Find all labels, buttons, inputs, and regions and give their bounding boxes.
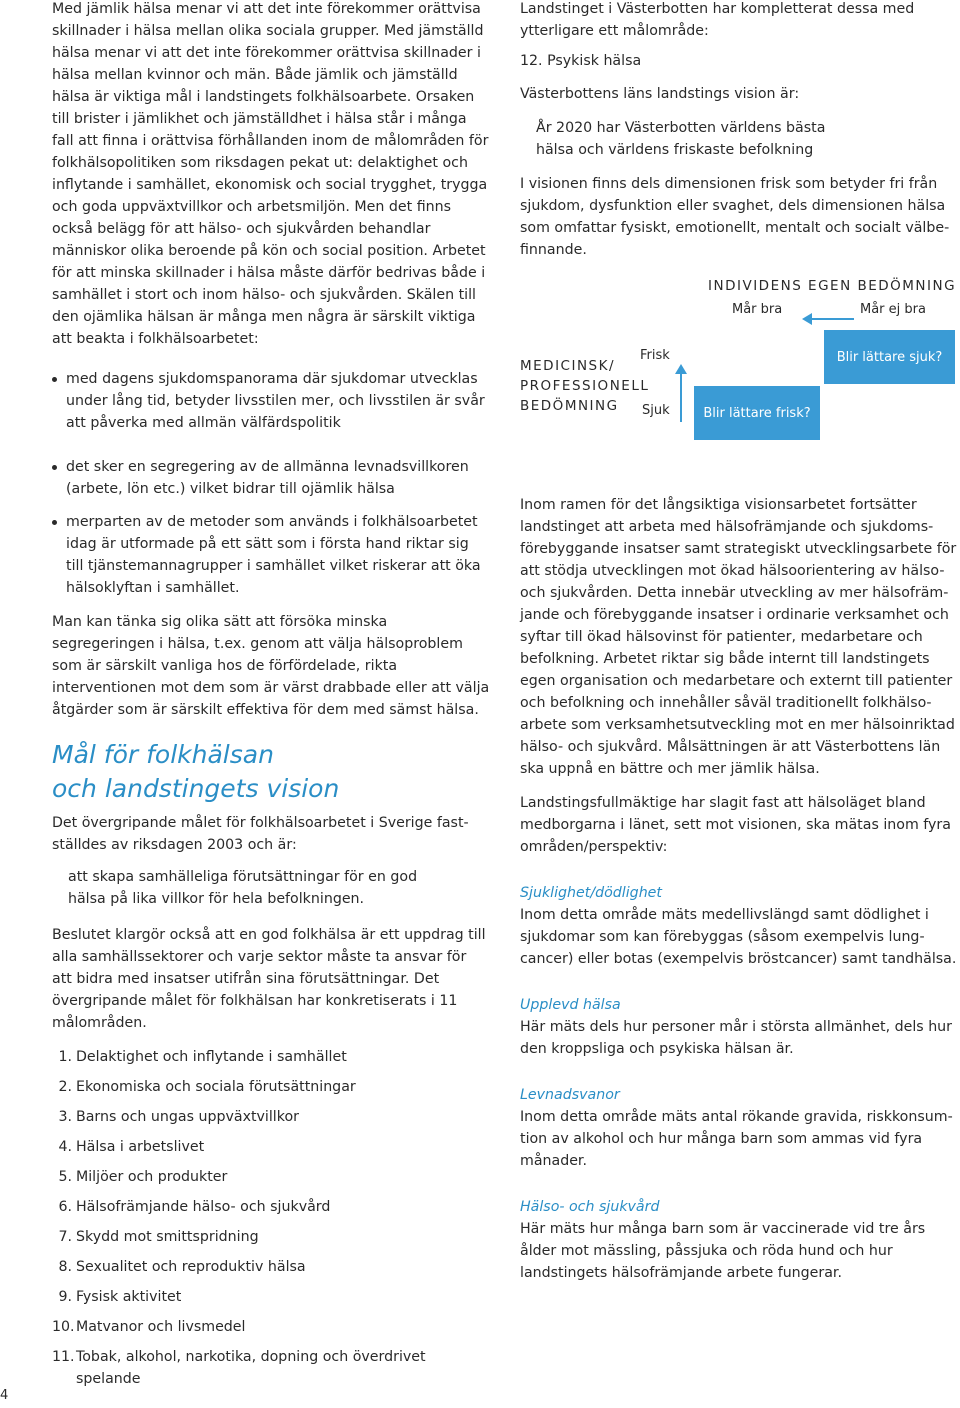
vision-dimensions-paragraph: I visionen finns dels dimensionen frisk som betyder fri från sjukdom, dysfunktion eller svaghet, dels dimensionen hälsa som omfattar fysiskt, emotionellt, mentalt och socialt välbefinnande.: [520, 176, 950, 258]
label-mar-bra: Mår bra: [732, 302, 783, 317]
right-column-lower: [520, 494, 960, 1284]
label-sjuk: Sjuk: [642, 403, 670, 418]
label-mar-ej-bra: Mår ej bra: [860, 302, 926, 317]
list-item: 10. Matvanor och livsmedel: [52, 1319, 246, 1335]
heading-line-1: Mål för folkhälsan: [52, 740, 274, 769]
intro-paragraph: Med jämlik hälsa menar vi att det inte förekommer orättvisa skillnader i hälsa mellan olika sociala grupper. Med jämställd hälsa menar vi att det inte förekommer orättvisa skillnader i hälsa mellan kvinnor och män. Både jämlik och jämställd hälsa är viktiga mål i landstingets folkhälsoarbete. Orsaken till brister i jämlikhet och jämställdhet i hälsa står i många fall att finna i orättvisa förhållanden inom de målområden för folkhälsopolitiken som riksdagen pekat ut: delaktighet och inflytande i samhället, ekonomisk och social trygghet, trygga och goda uppväxtvillkor och arbetsmiljön. Men det finns också belägg för att hälso- och sjukvården behandlar människor olika beroende på kön och social position. Arbetet för att minska skillnader i hälsa måste därför bedrivas både i samhället i stort och inom hälso- och sjukvården. Skälen till den ojämlika hälsan är många men några är särskilt viktiga att beakta i folkhälsoarbetet:: [52, 1, 489, 347]
list-item: 11. Tobak, alkohol, narkotika, dopning och överdrivet spelande: [52, 1349, 426, 1387]
list-item: 1. Delaktighet och inflytande i samhället: [58, 1049, 347, 1065]
area-title: Upplevd hälsa: [520, 997, 621, 1013]
page-number: 4: [0, 1388, 9, 1403]
box-blir-lattare-frisk: Blir lättare frisk?: [694, 386, 820, 440]
list-item: 9. Fysisk aktivitet: [58, 1289, 182, 1305]
list-item: 6. Hälsofrämjande hälso- och sjukvård: [58, 1199, 331, 1215]
area-text: Här mäts hur många barn som är vaccinerade vid tre års ålder mot mässling, påssjuka och röda hund och hur landstingets hälsofrämjande arbete fungerar.: [520, 1221, 926, 1281]
national-goal-quote: att skapa samhälleliga förutsättningar för en god hälsa på lika villkor för hela befolkningen.: [68, 869, 418, 907]
goal-areas-list: [52, 1046, 490, 1387]
area-halso-och-sjukvard: [520, 1196, 960, 1284]
individual-assessment-title: INDIVIDENS EGEN BEDÖMNING: [708, 278, 957, 294]
area-title: Hälso- och sjukvård: [520, 1199, 660, 1215]
segregation-paragraph: Man kan tänka sig olika sätt att försöka minska segregeringen i hälsa, t.ex. genom att välja hälsoproblem som är särskilt vanliga hos de förfördelade, rikta interventionen mot dem som är värst drabbade eller att välja åtgärder som är särskilt effektiva för dem med sämst hälsa.: [52, 614, 490, 718]
list-item: 8. Sexualitet och reproduktiv hälsa: [58, 1259, 306, 1275]
measurement-paragraph: Landstingsfullmäktige har slagit fast att hälsoläget bland medborgarna i länet, sett mot visionen, ska mätas inom fyra områden/perspektiv:: [520, 795, 951, 855]
vision-statement: År 2020 har Västerbotten världens bästa hälsa och världens friskaste befolkning: [536, 120, 826, 158]
label-frisk: Frisk: [640, 348, 670, 363]
heading-line-2: och landstingets vision: [52, 774, 340, 803]
box-blir-lattare-sjuk: Blir lättare sjuk?: [824, 330, 955, 384]
list-item: 4. Hälsa i arbetslivet: [58, 1139, 205, 1155]
goal-12: 12. Psykisk hälsa: [520, 53, 642, 69]
vision-work-paragraph: Inom ramen för det långsiktiga visionsarbetet fortsätter landstinget att arbeta med hälsofrämjande och sjukdomsförebyggande insatser samt strategiskt utvecklingsarbete för att stödja utvecklingen mot ökad hälsoorientering av hälso- och sjukvården. Detta innebär utveckling av mer hälsofrämjande och förebyggande insatser i ordinarie verksamhet och syftar till ökad hälsovinst för patienter, medarbetare och befolkning. Arbetet riktar sig både internt till landstingets egen organisation och medarbetare och externt till patienter och befolkning och innehåller såväl traditionellt folkhälsoarbete som verksamhetsutveckling mot en mer hälsoinriktad hälso- och sjukvård. Målsättningen är att Västerbottens län ska uppnå en bättre och mer jämlik hälsa.: [520, 497, 957, 777]
area-title: Sjuklighet/dödlighet: [520, 885, 662, 901]
area-sjuklighet: [520, 882, 960, 970]
list-item: 3. Barns och ungas uppväxtvillkor: [58, 1109, 299, 1125]
list-item: det sker en segregering av de allmänna levnadsvillkoren (arbete, lön etc.) vilket bidrar till ojämlik hälsa: [52, 456, 490, 500]
vision-intro: Västerbottens läns landstings vision är:: [520, 86, 800, 102]
medical-assessment-title: MEDICINSK/ PROFESSIONELL BEDÖMNING: [520, 358, 650, 414]
left-column-lower: [52, 812, 490, 1387]
area-text: Inom detta område mäts medellivslängd samt dödlighet i sjukdomar som kan förebyggas (såsom exempelvis lungcancer) eller botas (exempelvis bröstcancer) samt tandhälsa.: [520, 907, 957, 967]
list-item: 5. Miljöer och produkter: [58, 1169, 228, 1185]
area-upplevd-halsa: [520, 994, 960, 1060]
arrow-left-icon: [802, 312, 856, 326]
list-item: merparten av de metoder som används i folkhälsoarbetet idag är utformade på ett sätt som i första hand riktar sig till tjänstemannagrupper i samhället vilket riskerar att öka hälsoklyftan i samhället.: [52, 511, 490, 599]
section-heading: [52, 738, 492, 806]
health-matrix-diagram: [0, 0, 960, 440]
arrow-up-icon: [674, 364, 688, 422]
goal-intro-paragraph: Det övergripande målet för folkhälsoarbetet i Sverige fastställdes av riksdagen 2003 och är:: [52, 815, 469, 853]
area-levnadsvanor: [520, 1084, 960, 1172]
list-item: 7. Skydd mot smittspridning: [58, 1229, 259, 1245]
area-text: Inom detta område mäts antal rökande gravida, riskkonsumtion av alkohol och hur många barn som ammas vid fyra månader.: [520, 1109, 953, 1169]
area-title: Levnadsvanor: [520, 1087, 620, 1103]
decision-paragraph: Beslutet klargör också att en god folkhälsa är ett uppdrag till alla samhällssektorer och varje sektor måste ta ansvar för att bidra med insatser utifrån sina förutsättningar. Det övergripande målet för folkhälsan har konkretiserats i 11 målområden.: [52, 927, 486, 1031]
area-text: Här mäts dels hur personer mår i största allmänhet, dels hur den kroppsliga och psykiska hälsan är.: [520, 1019, 953, 1057]
list-item: 2. Ekonomiska och sociala förutsättningar: [58, 1079, 356, 1095]
list-item: med dagens sjukdomspanorama där sjukdomar utvecklas under lång tid, betyder livsstilen mer, och livsstilen är svår att påverka med allmän välfärdspolitik: [52, 368, 490, 434]
supplement-paragraph: Landstinget i Västerbotten har kompletterat dessa med ytterligare ett målområde:: [520, 1, 915, 39]
